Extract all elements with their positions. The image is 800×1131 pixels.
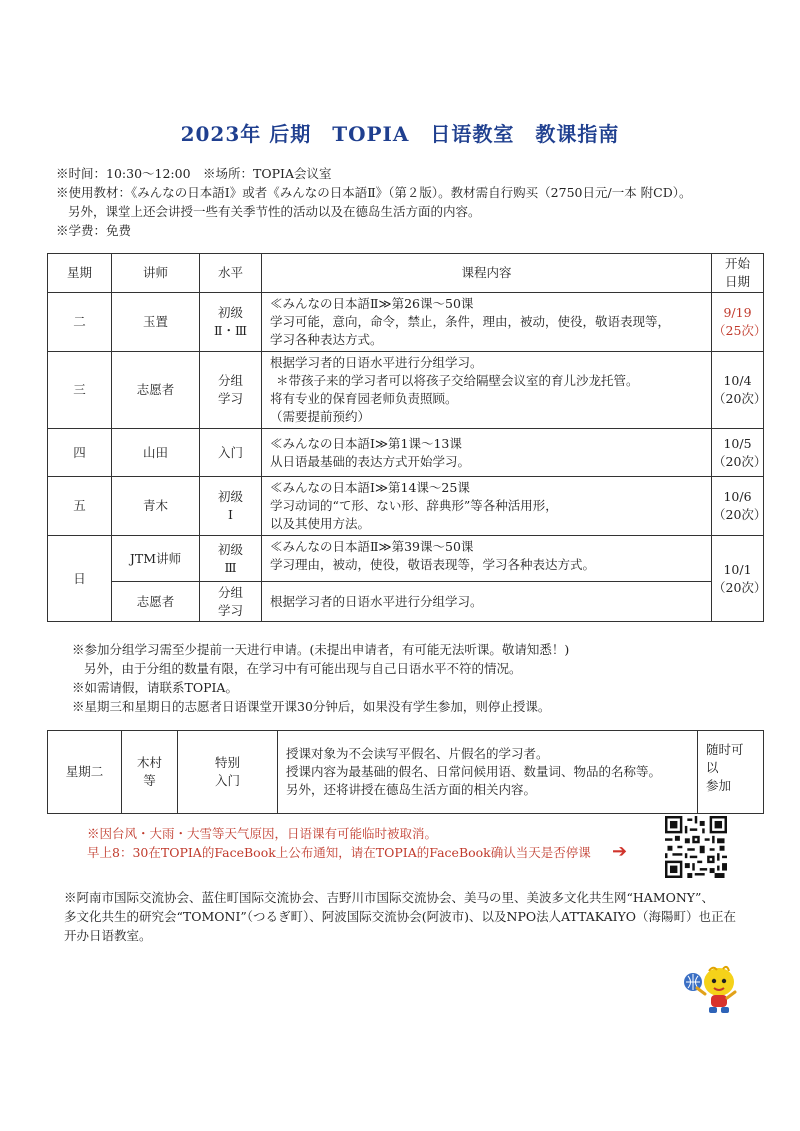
cell-level: 初级 Ⅲ (200, 536, 262, 582)
cell-day: 星期二 (48, 731, 122, 814)
cell-teacher: JTM讲师 (112, 536, 200, 582)
note-line: 另外，由于分组的数量有限，在学习中有可能出现与自己日语水平不符的情况。 (84, 661, 522, 676)
cell-day: 四 (48, 429, 112, 477)
qr-code-icon[interactable] (665, 816, 727, 878)
weather-alert (87, 824, 591, 862)
cell-day: 三 (48, 352, 112, 429)
footer-line-3: 开办日语教室。 (64, 928, 152, 943)
cell-level: 入门 (200, 429, 262, 477)
cell-level: 分组 学习 (200, 582, 262, 622)
cell-teacher: 山田 (112, 429, 200, 477)
cell-content: ≪みんなの日本語Ⅱ≫第26课～50课 学习可能，意向，命令，禁止，条件，理由，被动，使役，敬语表现等， 学习各种表达方式。 (262, 293, 712, 352)
note-line: ※参加分组学习需至少提前一天进行申请。(未提出申请者，有可能无法听课。敬请知悉！) (72, 642, 570, 657)
cell-start: 9/19 （25次） (712, 293, 764, 352)
cell-teacher: 志愿者 (112, 352, 200, 429)
cell-teacher: 志愿者 (112, 582, 200, 622)
header-day: 星期 (48, 254, 112, 293)
cell-teacher: 木村 等 (122, 731, 178, 814)
cell-teacher: 玉置 (112, 293, 200, 352)
table-row (48, 352, 764, 429)
intro-time-place: ※时间：10:30～12:00 ※场所：TOPIA会议室 (56, 166, 332, 181)
cell-day: 五 (48, 477, 112, 536)
table-row (48, 429, 764, 477)
header-content: 课程内容 (262, 254, 712, 293)
cell-content: ≪みんなの日本語Ⅰ≫第1课～13课 从日语最基础的表达方式开始学习。 (262, 429, 712, 477)
cell-content: 授课对象为不会读写平假名、片假名的学习者。 授课内容为最基础的假名、日常问候用语、数量词、物品的名称等。 另外，还将讲授在德岛生活方面的相关内容。 (278, 731, 698, 814)
notes-block (72, 640, 772, 716)
intro-fee: ※学费：免费 (56, 223, 132, 238)
mascot-icon (683, 962, 741, 1018)
page-title: 2023年 后期 TOPIA 日语教室 教课指南 (180, 122, 620, 146)
table-row (48, 477, 764, 536)
intro-textbook: ※使用教材：《みんなの日本語Ⅰ》或者《みんなの日本語Ⅱ》（第２版）。教材需自行购买（2750日元/一本 附CD）。 (56, 185, 692, 200)
extra-class-table (47, 730, 764, 814)
cell-content: ≪みんなの日本語Ⅰ≫第14课～25课 学习动词的“て形、ない形、辞典形”等各种活用形， 以及其使用方法。 (262, 477, 712, 536)
cell-level: 特别 入门 (178, 731, 278, 814)
alert-line-1: ※因台风・大雨・大雪等天气原因，日语课有可能临时被取消。 (87, 826, 438, 841)
cell-level: 初级 Ⅱ・Ⅲ (200, 293, 262, 352)
cell-start: 10/4 （20次） (712, 352, 764, 429)
header-teacher: 讲师 (112, 254, 200, 293)
table-row (48, 731, 764, 814)
table-header-row (48, 254, 764, 293)
header-level: 水平 (200, 254, 262, 293)
cell-content: 根据学习者的日语水平进行分组学习。 ＊带孩子来的学习者可以将孩子交给隔壁会议室的育儿沙龙托管。 将有专业的保育园老师负责照顾。 （需要提前预约） (262, 352, 712, 429)
intro-block (56, 164, 776, 240)
cell-start: 随时可以 参加 (698, 731, 764, 814)
alert-line-2: 早上8：30在TOPIA的FaceBook上公布通知，请在TOPIA的FaceBook确认当天是否停课 (87, 845, 591, 860)
cell-content: 根据学习者的日语水平进行分组学习。 (262, 582, 712, 622)
footer-line-2: 多文化共生的研究会“TOMONI”（つるぎ町）、阿波国际交流协会(阿波市)、以及NPO法人ATTAKAIYO（海陽町）也正在 (64, 909, 737, 924)
footer-block (64, 888, 784, 945)
cell-content: ≪みんなの日本語Ⅱ≫第39课～50课 学习理由，被动，使役，敬语表现等，学习各种表达方式。 (262, 536, 712, 582)
cell-start: 10/1 （20次） (712, 536, 764, 622)
table-row (48, 582, 764, 622)
table-row (48, 536, 764, 582)
cell-day: 日 (48, 536, 112, 622)
note-line: ※如需请假，请联系TOPIA。 (72, 680, 238, 695)
cell-start: 10/5 （20次） (712, 429, 764, 477)
cell-day: 二 (48, 293, 112, 352)
arrow-right-icon: ➔ (612, 841, 628, 862)
table-row (48, 293, 764, 352)
cell-teacher: 青木 (112, 477, 200, 536)
cell-start: 10/6 （20次） (712, 477, 764, 536)
intro-extra: 另外，课堂上还会讲授一些有关季节性的活动以及在德岛生活方面的内容。 (68, 204, 481, 219)
note-line: ※星期三和星期日的志愿者日语课堂开课30分钟后，如果没有学生参加，则停止授课。 (72, 699, 551, 714)
header-start: 开始 日期 (712, 254, 764, 293)
cell-level: 分组 学习 (200, 352, 262, 429)
cell-level: 初级 Ⅰ (200, 477, 262, 536)
schedule-table (47, 253, 767, 622)
footer-line-1: ※阿南市国际交流协会、蓝住町国际交流协会、吉野川市国际交流协会、美马の里、美波多文化共生网“HAMONY”、 (64, 890, 714, 905)
